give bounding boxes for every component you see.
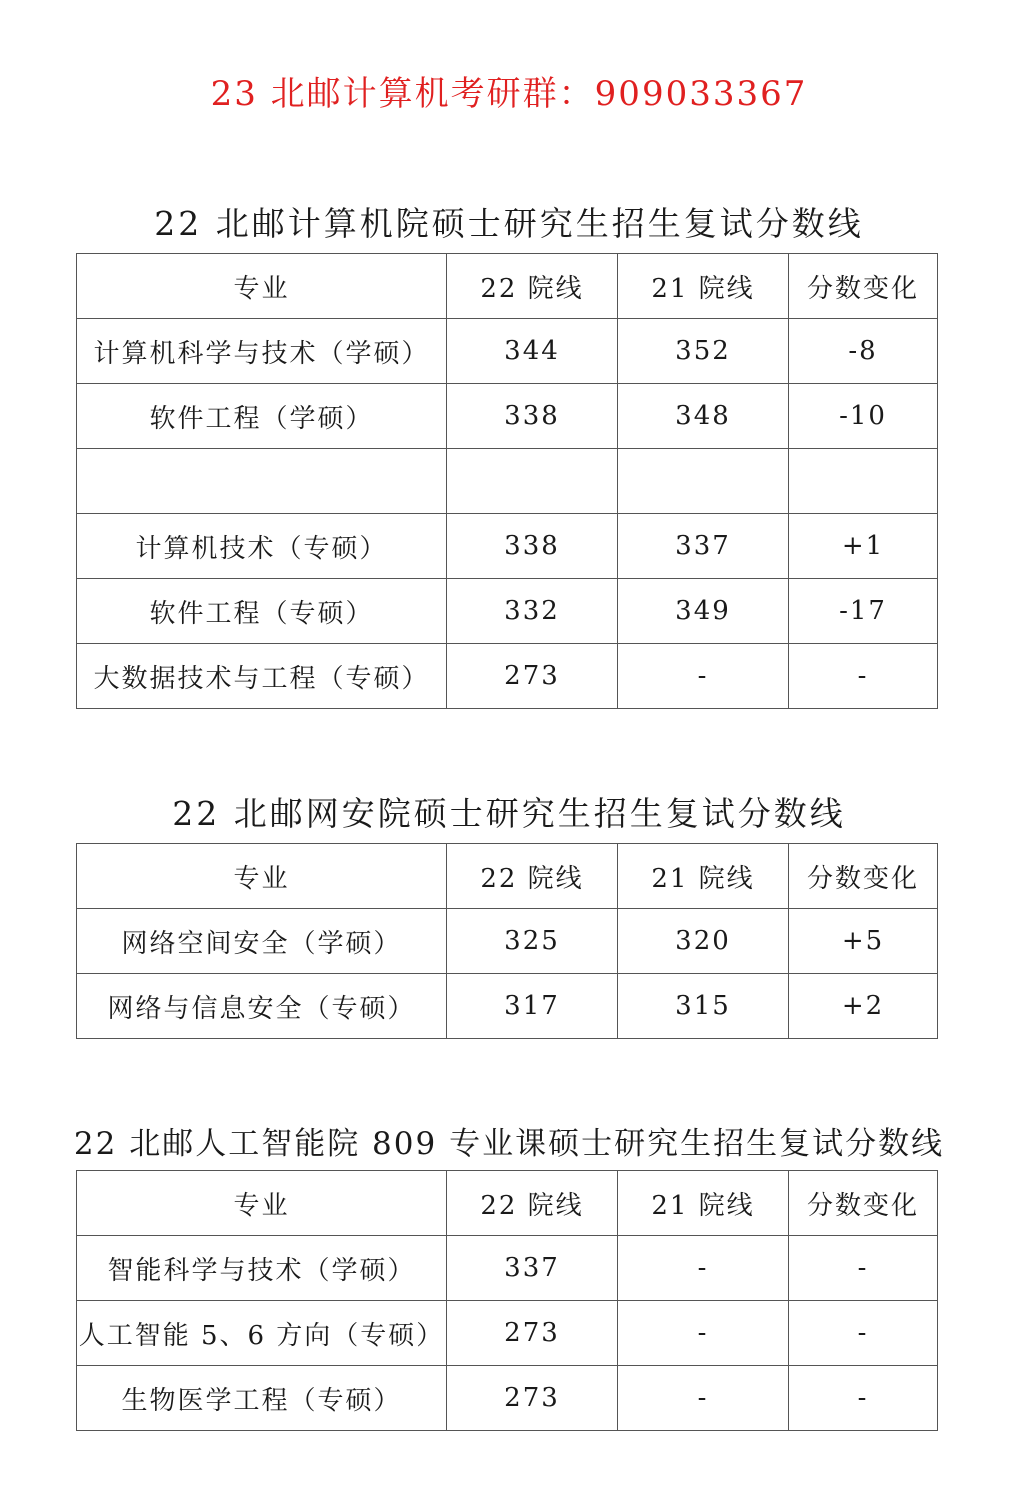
cell-score-21: 337 <box>618 514 789 579</box>
cell-score-21: 349 <box>618 579 789 644</box>
cell-score-21 <box>618 449 789 514</box>
column-header-score-21: 21 院线 <box>618 844 789 909</box>
table-row <box>77 1366 938 1431</box>
cell-score-22: 273 <box>447 644 618 709</box>
cell-major: 网络与信息安全（专硕） <box>77 974 447 1039</box>
cell-major: 生物医学工程（专硕） <box>77 1366 447 1431</box>
column-header-score-22: 22 院线 <box>447 844 618 909</box>
table-row <box>77 319 938 384</box>
score-table-computer-school <box>76 253 938 709</box>
column-header-score-21: 21 院线 <box>618 1171 789 1236</box>
column-header-score-change: 分数变化 <box>789 254 938 319</box>
cell-score-change <box>789 449 938 514</box>
cell-score-change: - <box>789 1366 938 1431</box>
cell-score-21: 315 <box>618 974 789 1039</box>
cell-major: 智能科学与技术（学硕） <box>77 1236 447 1301</box>
table-header-row <box>77 1171 938 1236</box>
section-title-ai-school: 22 北邮人工智能院 809 专业课硕士研究生招生复试分数线 <box>73 1126 945 1162</box>
column-header-major: 专业 <box>77 254 447 319</box>
cell-major <box>77 449 447 514</box>
cell-major: 人工智能 5、6 方向（专硕） <box>77 1301 447 1366</box>
table-row <box>77 384 938 449</box>
cell-score-22: 273 <box>447 1366 618 1431</box>
cell-score-22: 273 <box>447 1301 618 1366</box>
cell-score-21: - <box>618 1301 789 1366</box>
column-header-score-change: 分数变化 <box>789 1171 938 1236</box>
table-row <box>77 1301 938 1366</box>
column-header-score-22: 22 院线 <box>447 254 618 319</box>
cell-score-22: 344 <box>447 319 618 384</box>
cell-score-change: +5 <box>789 909 938 974</box>
cell-score-change: -8 <box>789 319 938 384</box>
cell-score-22 <box>447 449 618 514</box>
table-row <box>77 449 938 514</box>
section-title-computer-school: 22 北邮计算机院硕士研究生招生复试分数线 <box>154 204 864 243</box>
table-row <box>77 579 938 644</box>
cell-major: 软件工程（专硕） <box>77 579 447 644</box>
cell-major: 软件工程（学硕） <box>77 384 447 449</box>
cell-score-21: 348 <box>618 384 789 449</box>
section-title-cybersecurity-school: 22 北邮网安院硕士研究生招生复试分数线 <box>172 794 846 833</box>
cell-score-21: - <box>618 1236 789 1301</box>
cell-score-22: 338 <box>447 384 618 449</box>
column-header-score-change: 分数变化 <box>789 844 938 909</box>
score-table-ai-school <box>76 1170 938 1431</box>
qq-group-banner: 23 北邮计算机考研群：909033367 <box>210 74 808 114</box>
cell-major: 计算机技术（专硕） <box>77 514 447 579</box>
cell-score-22: 338 <box>447 514 618 579</box>
table-row <box>77 1236 938 1301</box>
column-header-score-22: 22 院线 <box>447 1171 618 1236</box>
cell-score-change: - <box>789 1236 938 1301</box>
column-header-major: 专业 <box>77 844 447 909</box>
cell-score-change: - <box>789 1301 938 1366</box>
cell-major: 大数据技术与工程（专硕） <box>77 644 447 709</box>
cell-score-22: 325 <box>447 909 618 974</box>
cell-score-22: 317 <box>447 974 618 1039</box>
cell-major: 网络空间安全（学硕） <box>77 909 447 974</box>
cell-score-change: +2 <box>789 974 938 1039</box>
cell-score-21: - <box>618 644 789 709</box>
table-row <box>77 974 938 1039</box>
cell-score-change: +1 <box>789 514 938 579</box>
cell-major: 计算机科学与技术（学硕） <box>77 319 447 384</box>
table-header-row <box>77 844 938 909</box>
table-row <box>77 514 938 579</box>
cell-score-change: - <box>789 644 938 709</box>
cell-score-22: 332 <box>447 579 618 644</box>
table-header-row <box>77 254 938 319</box>
cell-score-21: 320 <box>618 909 789 974</box>
cell-score-change: -17 <box>789 579 938 644</box>
table-row <box>77 909 938 974</box>
column-header-score-21: 21 院线 <box>618 254 789 319</box>
cell-score-change: -10 <box>789 384 938 449</box>
cell-score-21: 352 <box>618 319 789 384</box>
score-table-cybersecurity-school <box>76 843 938 1039</box>
column-header-major: 专业 <box>77 1171 447 1236</box>
cell-score-22: 337 <box>447 1236 618 1301</box>
table-row <box>77 644 938 709</box>
cell-score-21: - <box>618 1366 789 1431</box>
